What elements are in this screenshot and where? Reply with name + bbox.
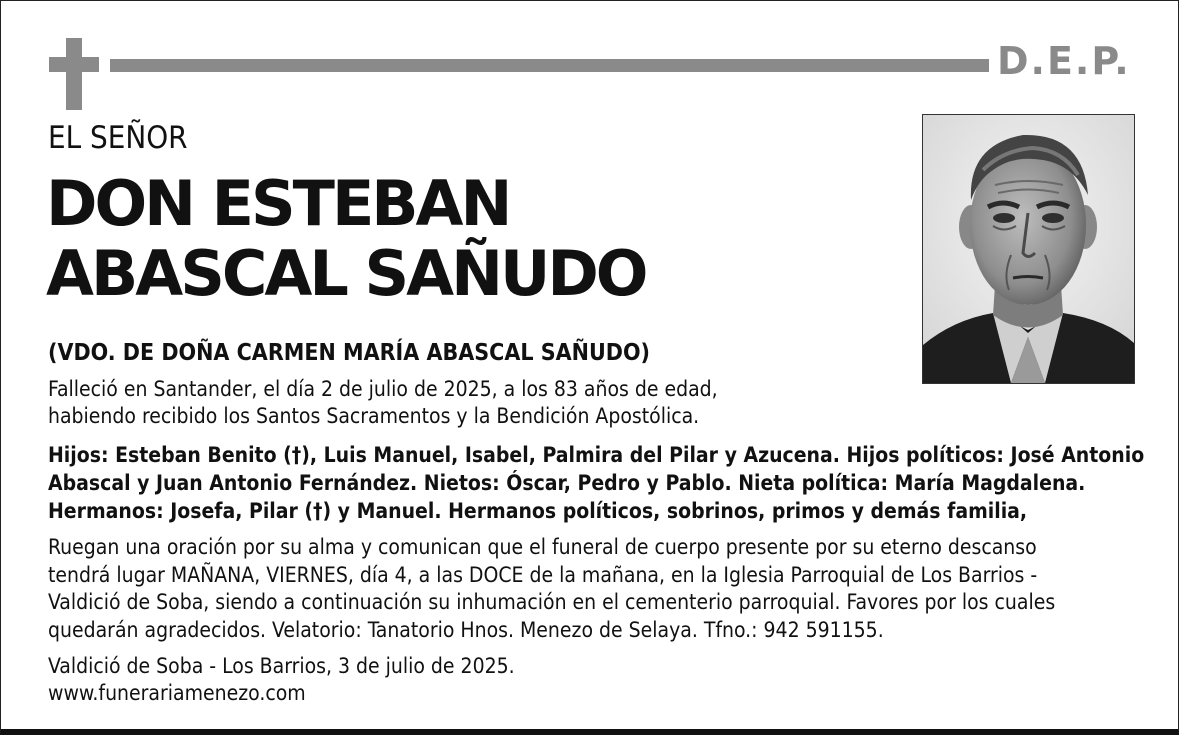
- deceased-name-line2: ABASCAL SAÑUDO: [46, 237, 646, 310]
- deceased-name: [46, 169, 906, 309]
- deceased-title: EL SEÑOR: [48, 120, 188, 156]
- cross-icon: [49, 38, 99, 110]
- dep-label: D.E.P.: [997, 39, 1131, 83]
- funeral-line2: tendrá lugar MAÑANA, VIERNES, día 4, a las DOCE de la mañana, en la Iglesia Parroquial de Los Barrios -: [48, 562, 1038, 587]
- place-date: Valdició de Soba - Los Barrios, 3 de julio de 2025.: [48, 654, 515, 678]
- family-line1: Hijos: Esteban Benito (†), Luis Manuel, Isabel, Palmira del Pilar y Azucena. Hijos políticos: José Antonio: [48, 443, 1145, 467]
- death-notice: [48, 376, 718, 430]
- family-line3: Hermanos: Josefa, Pilar (†) y Manuel. Hermanos políticos, sobrinos, primos y demás familia,: [48, 499, 1028, 523]
- funeral-details: [48, 534, 1163, 644]
- header-rule: [110, 59, 989, 72]
- family-line2: Abascal y Juan Antonio Fernández. Nietos: Óscar, Pedro y Pablo. Nieta política: María Magdalena.: [48, 471, 1086, 495]
- funeral-line4: quedarán agradecidos. Velatorio: Tanatorio Hnos. Menezo de Selaya. Tfno.: 942 591155.: [48, 617, 884, 642]
- funeral-line3: Valdició de Soba, siendo a continuación su inhumación en el cementerio parroquial. Favores por los cuales: [48, 590, 1056, 614]
- funeral-line1: Ruegan una oración por su alma y comunican que el funeral de cuerpo presente por su eterno descanso: [48, 535, 1037, 559]
- website-link[interactable]: www.funerariamenezo.com: [48, 681, 306, 705]
- family-list: [48, 441, 1158, 525]
- death-notice-line2: habiendo recibido los Santos Sacramentos y la Bendición Apostólica.: [48, 404, 700, 428]
- death-notice-line1: Falleció en Santander, el día 2 de julio de 2025, a los 83 años de edad,: [48, 377, 718, 401]
- deceased-name-line1: DON ESTEBAN: [46, 167, 510, 240]
- portrait-photo: [922, 114, 1135, 384]
- widower-note: (VDO. DE DOÑA CARMEN MARÍA ABASCAL SAÑUDO): [48, 340, 650, 366]
